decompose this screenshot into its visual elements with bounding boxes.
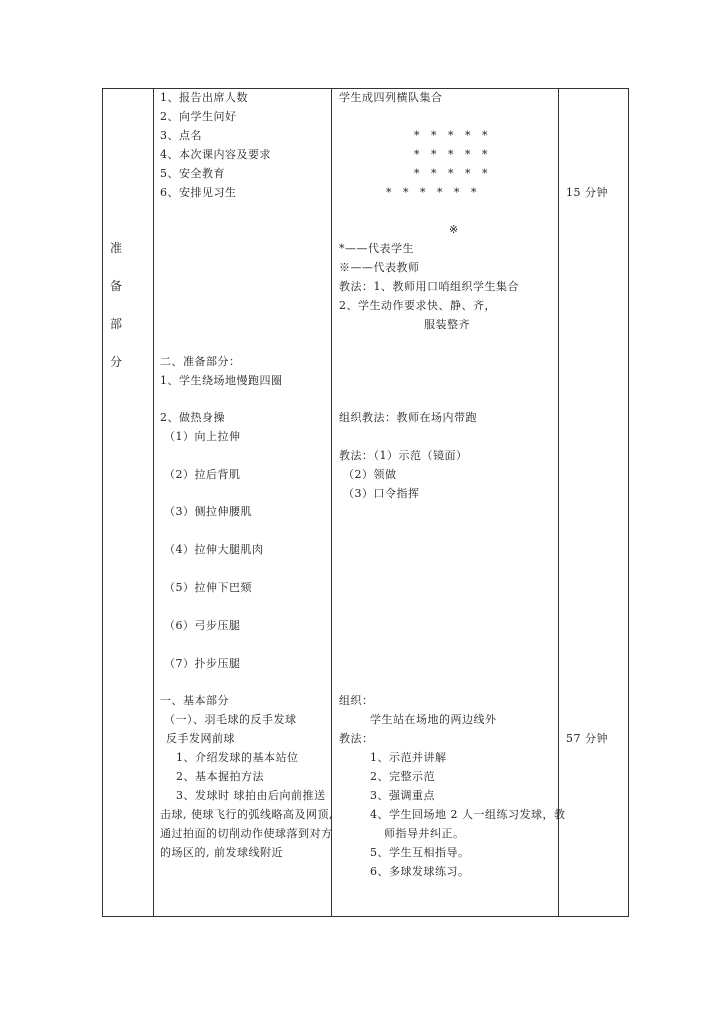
method-line: 服装整齐 xyxy=(424,318,470,331)
formation-row: * * * * * xyxy=(414,129,492,142)
content-item: 2、向学生问好 xyxy=(160,110,237,123)
basic-method: 6、多球发球练习。 xyxy=(370,865,470,878)
basic-item: 2、基本握拍方法 xyxy=(176,770,264,783)
basic-time: 57 分钟 xyxy=(566,732,608,745)
basic-org-title: 组织： xyxy=(339,694,374,707)
basic-item-continuation: 击球, 使球飞行的弧线略高及网顶, xyxy=(160,808,333,821)
basic-item: 1、介绍发球的基本站位 xyxy=(176,751,299,764)
section-label-char: 部 xyxy=(110,317,123,331)
column-divider-2 xyxy=(331,88,332,917)
table-top-border xyxy=(102,88,629,89)
warmup-title: 二、准备部分： xyxy=(160,355,241,368)
warmup-org: 组织教法：教师在场内带跑 xyxy=(339,411,477,424)
warmup-method: （3）口令指挥 xyxy=(343,487,420,500)
column-divider-1 xyxy=(153,88,154,917)
basic-method: 1、示范并讲解 xyxy=(370,751,447,764)
basic-subtitle: （一）、羽毛球的反手发球 xyxy=(164,713,297,726)
exercise-item: （7）扑步压腿 xyxy=(164,657,241,670)
basic-method: 2、完整示范 xyxy=(370,770,435,783)
exercise-item: （2）拉后背肌 xyxy=(164,468,241,481)
method-line: 2、学生动作要求快、静、齐， xyxy=(339,299,496,312)
teacher-mark: ※ xyxy=(449,223,459,236)
column-divider-3 xyxy=(558,88,559,917)
basic-method: 师指导并纠正。 xyxy=(384,827,465,840)
basic-method: 3、强调重点 xyxy=(370,789,435,802)
warmup-run: 1、学生绕场地慢跑四圈 xyxy=(160,374,283,387)
prep-time: 15 分钟 xyxy=(566,186,608,199)
legend-teacher: ※——代表教师 xyxy=(339,261,420,274)
section-label-char: 准 xyxy=(110,241,123,255)
content-item: 4、本次课内容及要求 xyxy=(160,148,271,161)
exercise-item: （3）侧拉伸腰肌 xyxy=(164,505,252,518)
formation-row: * * * * * * xyxy=(386,186,481,199)
table-right-border xyxy=(628,88,629,917)
exercise-title: 2、做热身操 xyxy=(160,411,225,424)
table-left-border xyxy=(102,88,103,917)
exercise-item: （4）拉伸大腿肌肉 xyxy=(164,543,264,556)
basic-topic: 反手发网前球 xyxy=(166,732,235,745)
method-line: 教法：1、教师用口哨组织学生集合 xyxy=(339,280,519,293)
content-item: 6、安排见习生 xyxy=(160,186,237,199)
warmup-method: 教法：（1）示范（镜面） xyxy=(339,449,468,462)
basic-method: 5、学生互相指导。 xyxy=(370,846,470,859)
basic-item-continuation: 通过拍面的切削动作使球落到对方 xyxy=(160,827,333,840)
basic-method-title: 教法： xyxy=(339,732,374,745)
content-item: 5、安全教育 xyxy=(160,167,225,180)
content-item: 3、点名 xyxy=(160,129,202,142)
section-label-char: 分 xyxy=(110,355,123,369)
exercise-item: （1）向上拉伸 xyxy=(164,430,241,443)
basic-method: 4、学生回场地 2 人一组练习发球，教 xyxy=(370,808,566,821)
content-item: 1、报告出席人数 xyxy=(160,91,248,104)
basic-item: 3、发球时 球拍由后向前推送 xyxy=(176,789,326,802)
org-title: 学生成四列横队集合 xyxy=(339,91,443,104)
exercise-item: （6）弓步压腿 xyxy=(164,619,241,632)
formation-row: * * * * * xyxy=(414,167,492,180)
section-label-char: 备 xyxy=(110,279,123,293)
exercise-item: （5）拉伸下巴颏 xyxy=(164,581,252,594)
legend-student: *——代表学生 xyxy=(339,242,414,255)
formation-row: * * * * * xyxy=(414,148,492,161)
basic-title: 一、基本部分 xyxy=(160,694,229,707)
basic-item-continuation: 的场区的, 前发球线附近 xyxy=(160,846,283,859)
basic-org-text: 学生站在场地的两边线外 xyxy=(370,713,497,726)
table-bottom-border xyxy=(102,916,629,917)
warmup-method: （2）领做 xyxy=(343,468,397,481)
